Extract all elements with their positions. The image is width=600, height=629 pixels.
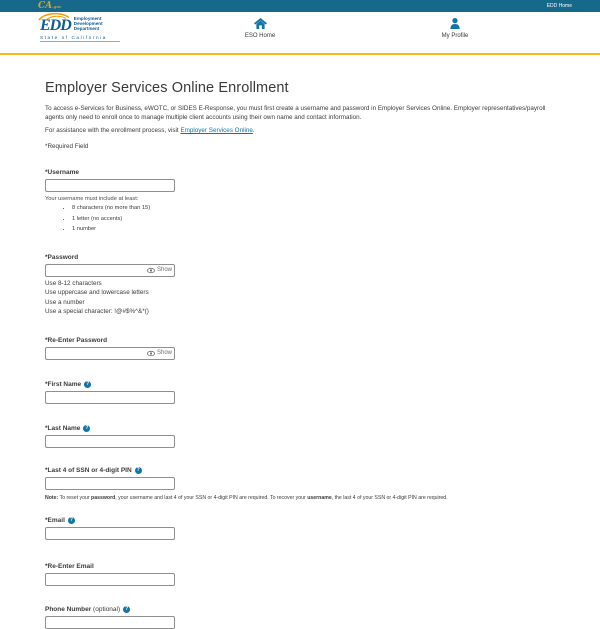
home-icon (254, 18, 267, 29)
enrollment-form-page (0, 80, 600, 629)
reenter-email-label: *Re-Enter Email (45, 563, 94, 571)
page-title: Employer Services Online Enrollment (45, 80, 289, 96)
ssn-pin-note: Note: To reset your password, your username and last 4 of your SSN or 4-digit PIN are required. To recover your username, the last 4 of your SSN or 4-digit PIN are required. (45, 495, 448, 502)
ssn-pin-input[interactable] (45, 477, 175, 490)
reenter-email-input[interactable] (45, 573, 175, 586)
password-requirement: Use a number (45, 298, 85, 306)
ssn-pin-label: *Last 4 of SSN or 4-digit PIN (45, 467, 132, 475)
ca-gov-logo-text: CA (38, 0, 53, 11)
employer-services-online-link[interactable]: Employer Services Online (180, 127, 253, 134)
email-input[interactable] (45, 527, 175, 540)
username-requirement: • 1 letter (no accents) (72, 216, 555, 222)
phone-field-group (45, 606, 555, 629)
password-requirement: Use uppercase and lowercase letters (45, 289, 149, 297)
password-requirements (45, 279, 555, 316)
top-utility-bar (0, 0, 600, 12)
password-show-button[interactable] (147, 267, 172, 273)
nav-my-profile[interactable] (420, 18, 490, 39)
username-field-group (45, 169, 555, 232)
ca-gov-logo-suffix: .gov (52, 3, 62, 9)
required-field-note: *Required Field (45, 143, 89, 150)
eye-icon (147, 268, 155, 273)
assistance-prefix: For assistance with the enrollment process, visit (45, 127, 181, 134)
username-requirement: • 1 number (72, 226, 555, 232)
reenter-password-show-button[interactable] (147, 350, 172, 356)
first-name-help-icon[interactable]: ? (86, 381, 90, 388)
edd-logo-acronym: EDD (40, 16, 71, 34)
last-name-help-icon[interactable]: ? (85, 425, 89, 432)
intro-paragraph: To access e-Services for Business, eWOTC, or SIDES E-Response, you must first create a username and password in Employer Services Online. Employer representatives/payroll agents only need to enroll once to manage multiple client accounts using their own name and contact information. (45, 105, 546, 121)
assistance-suffix: . (252, 127, 255, 134)
username-requirements-list (45, 205, 555, 232)
phone-help-icon[interactable]: ? (125, 606, 129, 613)
edd-logo[interactable] (40, 16, 120, 42)
nav-my-profile-label: My Profile (441, 33, 469, 39)
username-requirement: • 8 characters (no more than 15) (72, 205, 555, 211)
ca-gov-logo[interactable] (38, 1, 61, 12)
username-input[interactable] (45, 179, 175, 192)
nav-eso-home-label: ESO Home (244, 33, 276, 39)
last-name-input[interactable] (45, 435, 175, 448)
password-field-group (45, 254, 555, 316)
ssn-pin-field-group (45, 467, 555, 501)
phone-optional-label: (optional) (93, 606, 121, 614)
last-name-field-group (45, 425, 555, 448)
username-hint-title: Your username must include at least: (45, 196, 139, 202)
first-name-field-group (45, 381, 555, 404)
person-icon (450, 18, 460, 29)
reenter-password-show-label: Show (156, 350, 172, 357)
eye-icon (147, 351, 155, 356)
edd-logo-department-text: Employment Development Department (73, 16, 103, 32)
password-show-label: Show (156, 267, 172, 273)
reenter-email-field-group (45, 563, 555, 586)
reenter-password-label: *Re-Enter Password (45, 337, 108, 345)
nav-eso-home[interactable] (225, 18, 295, 39)
assistance-line (45, 127, 555, 134)
password-requirement: Use 8-12 characters (45, 280, 102, 287)
edd-logo-swoosh-icon (37, 12, 71, 20)
password-label: *Password (45, 254, 79, 261)
reenter-password-field-group (45, 337, 555, 360)
email-help-icon[interactable]: ? (69, 517, 73, 524)
phone-label: Phone Number (45, 606, 92, 614)
first-name-label: *First Name (45, 381, 82, 389)
edd-home-link[interactable]: EDD Home (546, 3, 572, 9)
password-requirement: Use a special character: !@#$%^&*() (45, 307, 149, 315)
first-name-input[interactable] (45, 391, 175, 404)
username-label: *Username (45, 169, 79, 176)
site-header (0, 12, 600, 55)
last-name-label: *Last Name (45, 425, 81, 433)
phone-input[interactable] (45, 616, 175, 629)
edd-logo-tagline: State of California (40, 35, 120, 43)
email-label: *Email (45, 517, 65, 525)
ssn-pin-help-icon[interactable]: ? (136, 467, 140, 474)
email-field-group (45, 517, 555, 540)
